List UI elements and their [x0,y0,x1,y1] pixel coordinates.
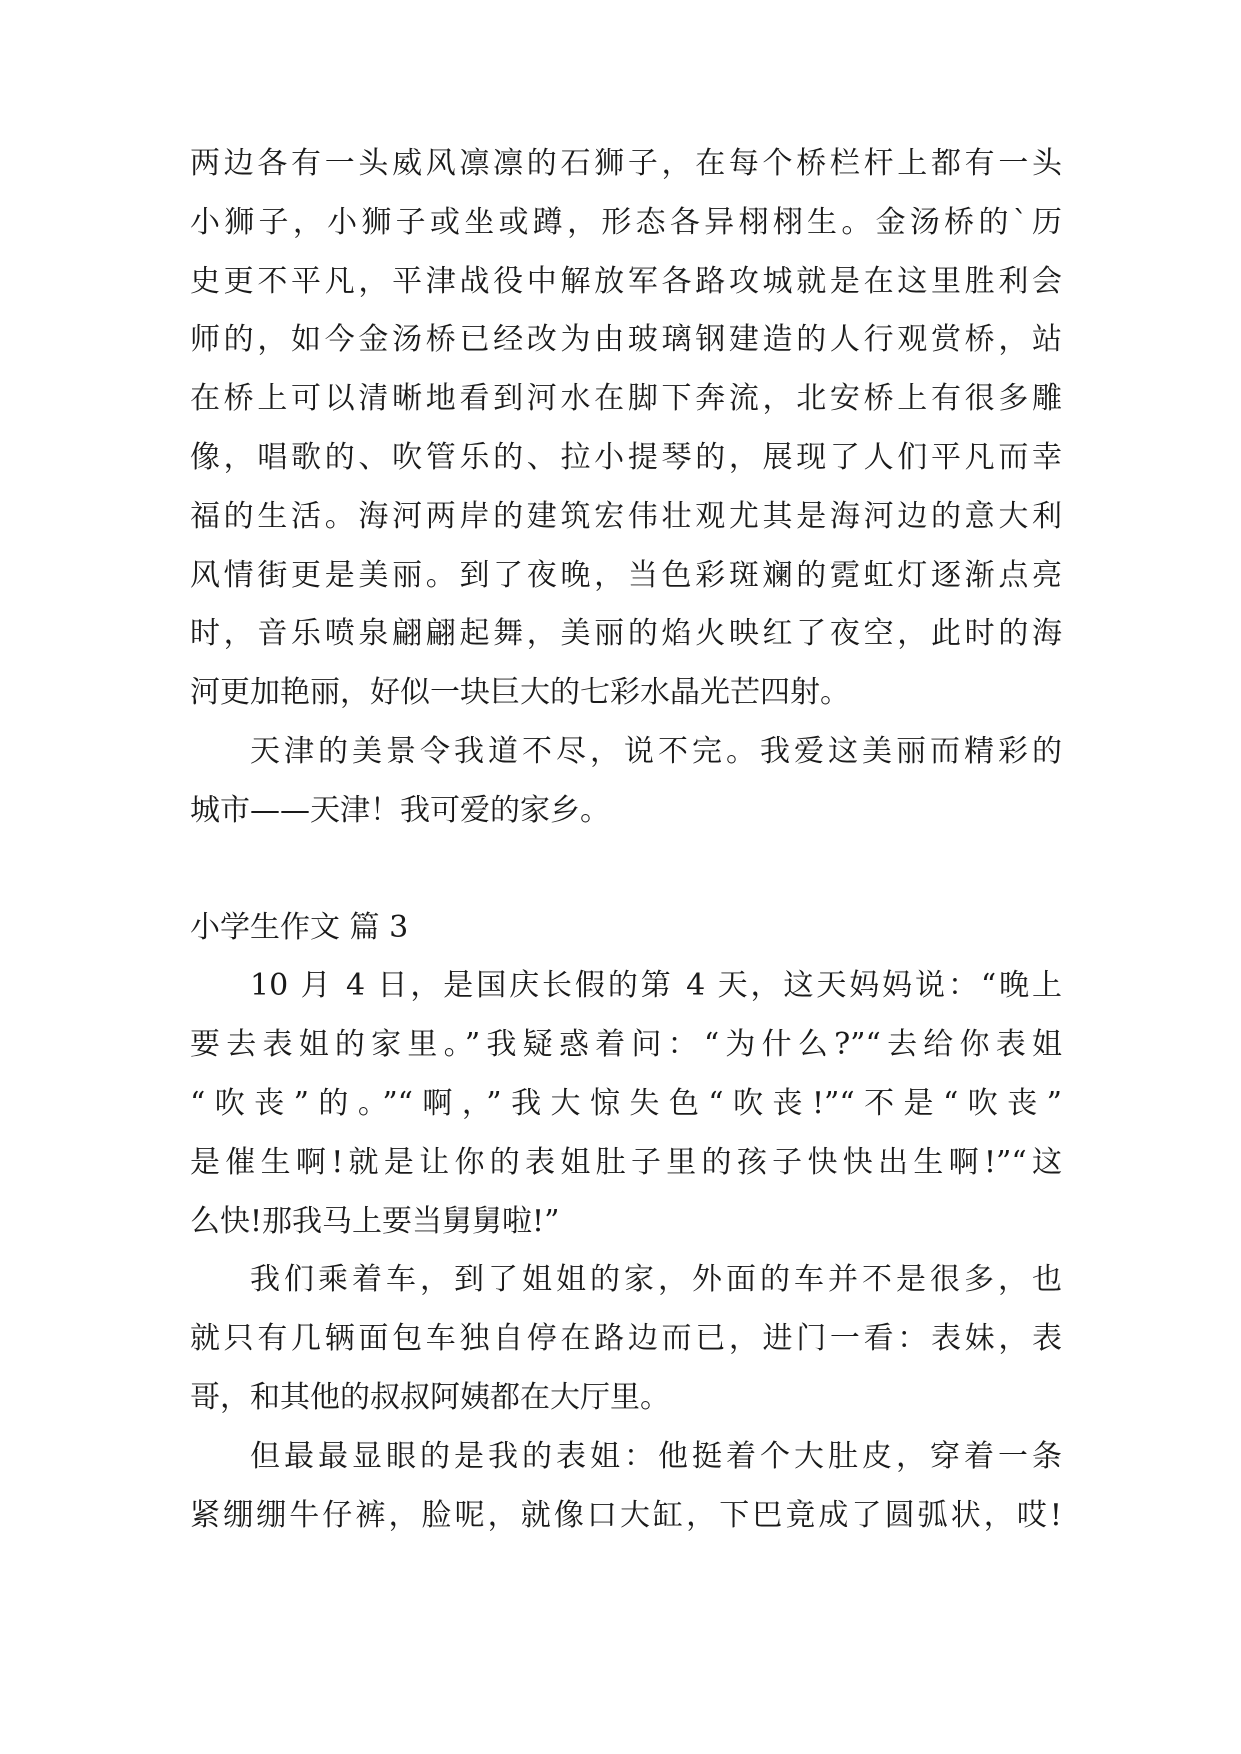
text-line: 10 月 4 日，是国庆长假的第 4 天，这天妈妈说：“晚上 [250,968,1062,1004]
text-line: 但最最显眼的是我的表姐：他挺着个大肚皮，穿着一条 [250,1438,1062,1474]
text-line: 要去表姐的家里。”我疑惑着问：“为什么?”“去给你表姐 [190,1027,1062,1063]
document-page [190,135,1062,1545]
text-line: “吹丧”的。”“啊，”我大惊失色“吹丧!”“不是“吹丧” [190,1085,1062,1121]
text-line: 哥，和其他的叔叔阿姨都在大厅里。 [190,1379,670,1415]
text-line: 就只有几辆面包车独自停在路边而已，进门一看：表妹，表 [190,1321,1062,1357]
paragraph-3 [190,957,1062,1251]
text-line: 河更加艳丽，好似一块巨大的七彩水晶光芒四射。 [190,675,850,711]
paragraph-4 [190,1251,1062,1427]
section-spacer [190,841,1062,899]
text-line: 是催生啊!就是让你的表姐肚子里的孩子快快出生啊!”“这 [190,1144,1062,1180]
text-line: 师的，如今金汤桥已经改为由玻璃钢建造的人行观赏桥，站 [190,322,1062,358]
text-line: 史更不平凡，平津战役中解放军各路攻城就是在这里胜利会 [190,263,1062,299]
paragraph-5 [190,1428,1062,1546]
text-line: 像，唱歌的、吹管乐的、拉小提琴的，展现了人们平凡而幸 [190,439,1062,475]
text-line: 我们乘着车，到了姐姐的家，外面的车并不是很多，也 [250,1262,1062,1298]
text-line: 么快!那我马上要当舅舅啦!” [190,1203,560,1239]
text-line: 风情街更是美丽。到了夜晚，当色彩斑斓的霓虹灯逐渐点亮 [190,557,1062,593]
text-line: 时，音乐喷泉翩翩起舞，美丽的焰火映红了夜空，此时的海 [190,616,1062,652]
paragraph-2 [190,723,1062,841]
text-line: 天津的美景令我道不尽，说不完。我爱这美丽而精彩的 [250,733,1062,769]
text-line: 小狮子，小狮子或坐或蹲，形态各异栩栩生。金汤桥的`历 [190,204,1062,240]
text-line: 紧绷绷牛仔裤，脸呢，就像口大缸，下巴竟成了圆弧状，哎! [190,1497,1062,1533]
text-line: 在桥上可以清晰地看到河水在脚下奔流，北安桥上有很多雕 [190,381,1062,417]
section-title: 小学生作文 篇 3 [190,909,409,945]
text-line: 两边各有一头威风凛凛的石狮子，在每个桥栏杆上都有一头 [190,146,1062,181]
text-line: 城市——天津！我可爱的家乡。 [190,792,610,828]
paragraph-1 [190,135,1062,723]
text-line: 福的生活。海河两岸的建筑宏伟壮观尤其是海河边的意大利 [190,498,1062,534]
